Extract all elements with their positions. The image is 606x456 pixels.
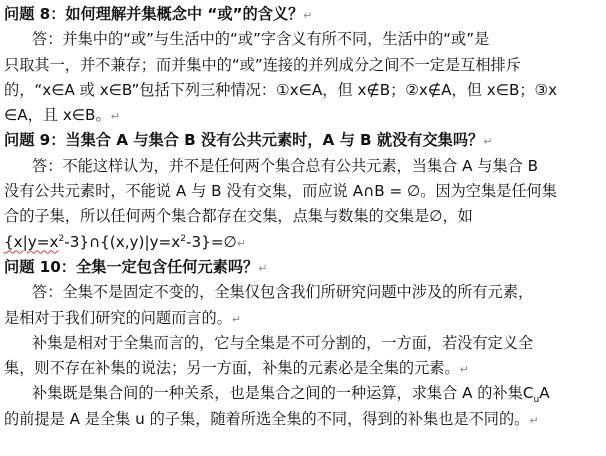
question-10-para3-line-1: [4, 381, 598, 406]
paragraph-mark: ↵: [303, 9, 313, 22]
paragraph-mark: ↵: [459, 363, 469, 377]
formula-part-a: {x|y=x: [4, 232, 59, 251]
question-10-answer-line-2-text: 是相对于我们研究的问题而言的。: [4, 308, 232, 327]
question-10-para2-line-1: 补集是相对于全集而言的，它与全集是不可分割的，一方面，若没有定义全: [32, 333, 534, 352]
formula-part-b: -3}∩{(x,y)|y=x: [64, 232, 181, 251]
question-9-answer-line-2: 没有公共元素时，不能说 A 与 B 没有交集，而应说 A∩B = ∅。因为空集是任何集: [4, 182, 557, 201]
question-9-title-text: 问题 9：当集合 A 与集合 B 没有公共元素时，A 与 B 就没有交集吗？: [4, 131, 484, 150]
question-10-para3-line-2-text: 的前提是 A 是全集 u 的子集，随着所选全集的不同，得到的补集也是不同的。: [4, 409, 530, 428]
question-8-answer-line-4-text: ∈A，且 x∈B。: [4, 106, 111, 125]
question-8-answer-line-3: 的，“x∈A 或 x∈B”包括下列三种情况：①x∈A，但 x∉B；②x∉A，但 x∈B；③x: [4, 80, 558, 99]
question-8-title-text: 问题 8：如何理解并集概念中 “或”的含义？: [4, 5, 304, 23]
question-10-answer-line-1: 答：全集不是固定不变的，全集仅包含我们所研究问题中涉及的所有元素，: [32, 283, 534, 302]
question-9-answer-line-1: 答：不能这样认为，并不是任何两个集合总有公共元素，当集合 A 与集合 B: [32, 156, 539, 175]
question-10-para2-line-2: [4, 356, 598, 381]
question-8-title: [4, 2, 598, 27]
formula-exponent-2: 2: [180, 233, 187, 244]
paragraph-mark: ↵: [110, 110, 120, 124]
paragraph-mark: ↵: [231, 312, 242, 326]
question-9-title: [4, 128, 598, 153]
question-10-answer-line-2: [4, 306, 598, 331]
paragraph-mark: ↵: [483, 135, 493, 149]
question-8-answer-line-4: [4, 103, 598, 128]
paragraph-mark: ↵: [258, 261, 268, 275]
question-8-answer-line-2: 只取其一，并不兼存；而并集中的“或”连接的并列成分之间不一定是互相排斥: [4, 55, 521, 74]
formula-part-c: -3}=∅: [186, 232, 237, 251]
paragraph-mark: ↵: [236, 236, 246, 250]
question-9-answer-line-3: 合的子集，所以任何两个集合都存在交集，点集与数集的交集是∅，如: [4, 207, 473, 226]
question-10-para3-line-1-text: 补集既是集合间的一种关系，也是集合之间的一种运算，求集合 A 的补集C: [32, 384, 534, 403]
question-10-title-text: 问题 10：全集一定包含任何元素吗？: [4, 257, 259, 276]
question-10-para3-line-2: [4, 407, 598, 432]
question-10-para2-line-2-text: 集，则不存在补集的说法；另一方面，补集的元素必是全集的元素。: [4, 359, 460, 378]
paragraph-mark: ↵: [529, 413, 539, 427]
complement-set-name: A: [539, 384, 550, 403]
question-10-title: [4, 255, 598, 280]
question-8-answer-line-1: 答：并集中的“或”与生活中的“或”字含义有所不同，生活中的“或”是: [32, 30, 490, 49]
formula-exponent-1: 2: [58, 233, 65, 244]
complement-subscript: u: [533, 395, 540, 406]
question-9-formula: [4, 230, 598, 255]
